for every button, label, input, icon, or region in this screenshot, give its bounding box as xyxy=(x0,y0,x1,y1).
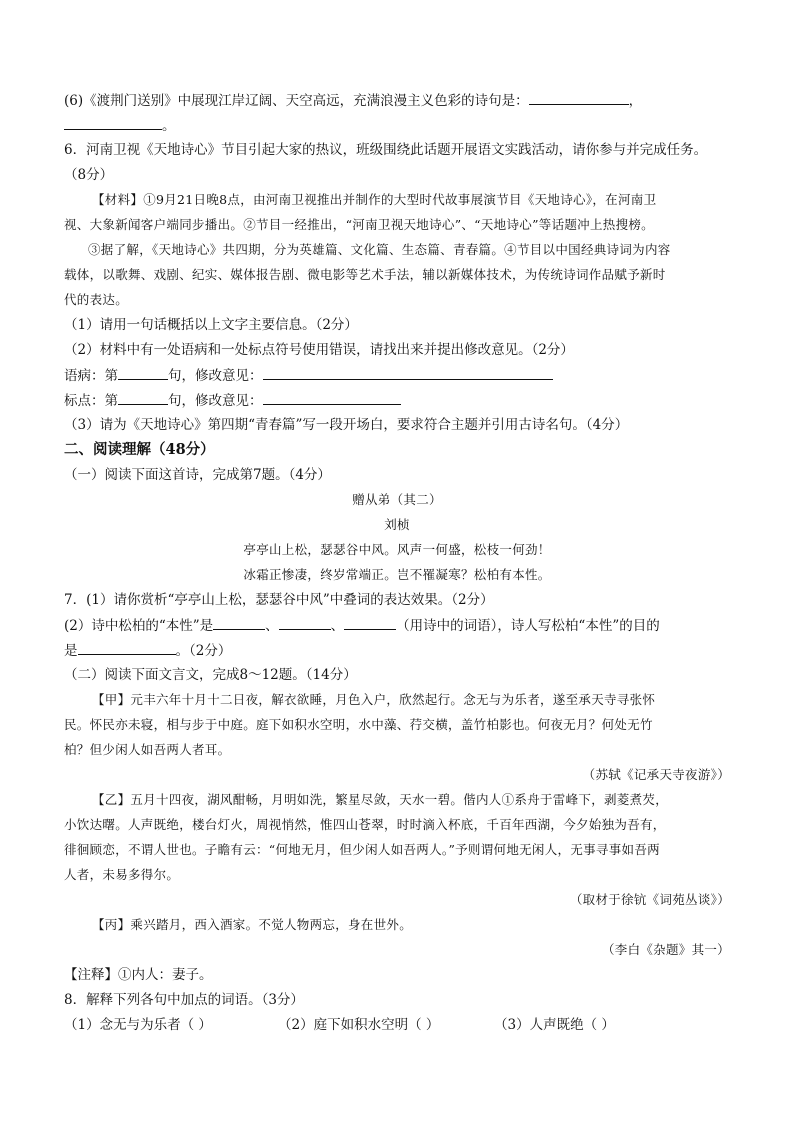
biaodian-line xyxy=(64,390,401,411)
q6-sub6-line xyxy=(64,90,642,111)
q6-sub6-end: 。 xyxy=(162,118,176,134)
answer-blank[interactable] xyxy=(279,615,331,630)
q7-2-sep: 、 xyxy=(330,618,345,634)
jia-line: 【甲】元丰六年十月十二日夜，解衣欲睡，月色入户，欣然起行。念无与为乐者，遂至承天寺寻张怀 xyxy=(92,692,656,707)
answer-blank[interactable] xyxy=(118,390,168,405)
q6-sub6-comma: ， xyxy=(628,93,643,109)
biaodian-suffix: 句，修改意见： xyxy=(168,393,263,409)
poem-line: 亭亭山上松，瑟瑟谷中风。风声一何盛，松枝一何劲！ xyxy=(243,542,551,557)
material-line: 代的表达。 xyxy=(64,292,129,307)
material-line: 【材料】①9月21日晚8点，由河南卫视推出并制作的大型时代故事展演节目《天地诗心》，在河南卫 xyxy=(92,192,657,207)
q6-score: （8分） xyxy=(64,167,114,183)
q6-sub1: （1）请用一句话概括以上文字主要信息。（2分） xyxy=(64,317,358,333)
q7-1: 7．(1）请你赏析“亭亭山上松，瑟瑟谷中风”中叠词的表达效果。（2分） xyxy=(64,592,494,608)
yi-line: 【乙】五月十四夜，湖风酣畅，月明如洗，繁星尽敛，天水一碧。偕内人①系舟于雷峰下，剥菱煮芡， xyxy=(92,792,669,807)
section-title: 二、阅读理解（48分） xyxy=(64,441,215,458)
bing-line: 【丙】乘兴踏月，西入酒家。不觉人物两忘，身在世外。 xyxy=(92,917,413,932)
yi-source: （取材于徐钪《词苑丛谈》） xyxy=(569,892,730,907)
bing-source: （李白《杂题》其一） xyxy=(601,942,730,957)
yi-line: 徘徊顾恋，不谓人世也。子瞻有云：“何地无月，但少闲人如吾两人。”予则谓何地无闲人，无事寻事如吾两 xyxy=(64,842,660,857)
poem-author: 刘桢 xyxy=(384,517,410,532)
q6-sub6-line2 xyxy=(64,115,176,136)
answer-blank[interactable] xyxy=(64,115,162,130)
jia-line: 柏？但少闲人如吾两人者耳。 xyxy=(64,742,231,757)
q8-stem: 8．解释下列各句中加点的词语。（3分） xyxy=(64,992,304,1008)
material-line: 载体，以歌舞、戏剧、纪实、媒体报告剧、微电影等艺术手法，辅以新媒体技术，为传统诗词作品赋予新时 xyxy=(64,267,666,282)
poem-title: 赠从弟（其二） xyxy=(352,492,442,507)
answer-blank[interactable] xyxy=(213,615,265,630)
q8-item: （1）念无与为乐者（ ） xyxy=(64,1017,212,1033)
yubing-line xyxy=(64,365,553,386)
q7-2-line2 xyxy=(64,640,231,661)
yubing-label: 语病：第 xyxy=(64,368,118,384)
biaodian-label: 标点：第 xyxy=(64,393,118,409)
annotation: 【注释】①内人：妻子。 xyxy=(64,967,213,983)
answer-blank[interactable] xyxy=(529,90,629,105)
q7-2-text: 是 xyxy=(64,643,78,659)
q7-2-text: 。（2分） xyxy=(175,643,232,659)
q6-sub2: （2）材料中有一处语病和一处标点符号使用错误，请找出来并提出修改意见。（2分） xyxy=(64,342,574,358)
answer-blank[interactable] xyxy=(263,390,401,405)
q7-2-sep: 、 xyxy=(265,618,279,634)
q7-2-text: (2）诗中松柏的“本性”是 xyxy=(64,618,214,634)
answer-blank[interactable] xyxy=(263,365,553,380)
poem-line: 冰霜正惨凄，终岁常端正。岂不罹凝寒？松柏有本性。 xyxy=(243,567,551,582)
q8-item: （3）人声既绝（ ） xyxy=(494,1017,615,1033)
yubing-suffix: 句，修改意见： xyxy=(168,368,263,384)
q6-stem: 6．河南卫视《天地诗心》节目引起大家的热议，班级围绕此话题开展语文实践活动，请你参与并完成任务。 xyxy=(64,142,708,158)
jia-source: （苏轼《记承天寺夜游》） xyxy=(582,767,730,782)
q8-item: （2）庭下如积水空明（ ） xyxy=(278,1017,440,1033)
jia-line: 民。怀民亦未寝，相与步于中庭。庭下如积水空明，水中藻、荇交横，盖竹柏影也。何夜无月？何处无竹 xyxy=(64,717,653,732)
q6-sub3: （3）请为《天地诗心》第四期“青春篇”写一段开场白，要求符合主题并引用古诗名句。（4分） xyxy=(64,417,629,433)
material-line: 视、大象新闻客户端同步播出。②节目一经推出，“河南卫视天地诗心”、“天地诗心”等话题冲上热搜榜。 xyxy=(64,217,654,232)
q6-sub6-text: (6)《渡荆门送别》中展现江岸辽阔、天空高远，充满浪漫主义色彩的诗句是： xyxy=(64,93,529,109)
part2-heading: （二）阅读下面文言文，完成8～12题。（14分） xyxy=(64,667,357,683)
answer-blank[interactable] xyxy=(118,365,168,380)
yi-line: 人者，未易多得尔。 xyxy=(64,867,180,882)
answer-blank[interactable] xyxy=(344,615,396,630)
material-line: ③据了解，《天地诗心》共四期，分为英雄篇、文化篇、生态篇、青春篇。④节目以中国经典诗词为内容 xyxy=(88,242,671,257)
answer-blank[interactable] xyxy=(78,640,176,655)
q7-2-line xyxy=(64,615,660,636)
part1-heading: （一）阅读下面这首诗，完成第7题。（4分） xyxy=(64,467,331,483)
yi-line: 小饮达曙。人声既绝，楼台灯火，周视悄然，惟四山苍翠，时时滴入杯底，千百年西湖，今夕始独为吾有， xyxy=(64,817,666,832)
q7-2-text: （用诗中的词语），诗人写松柏“本性”的目的 xyxy=(396,618,660,634)
